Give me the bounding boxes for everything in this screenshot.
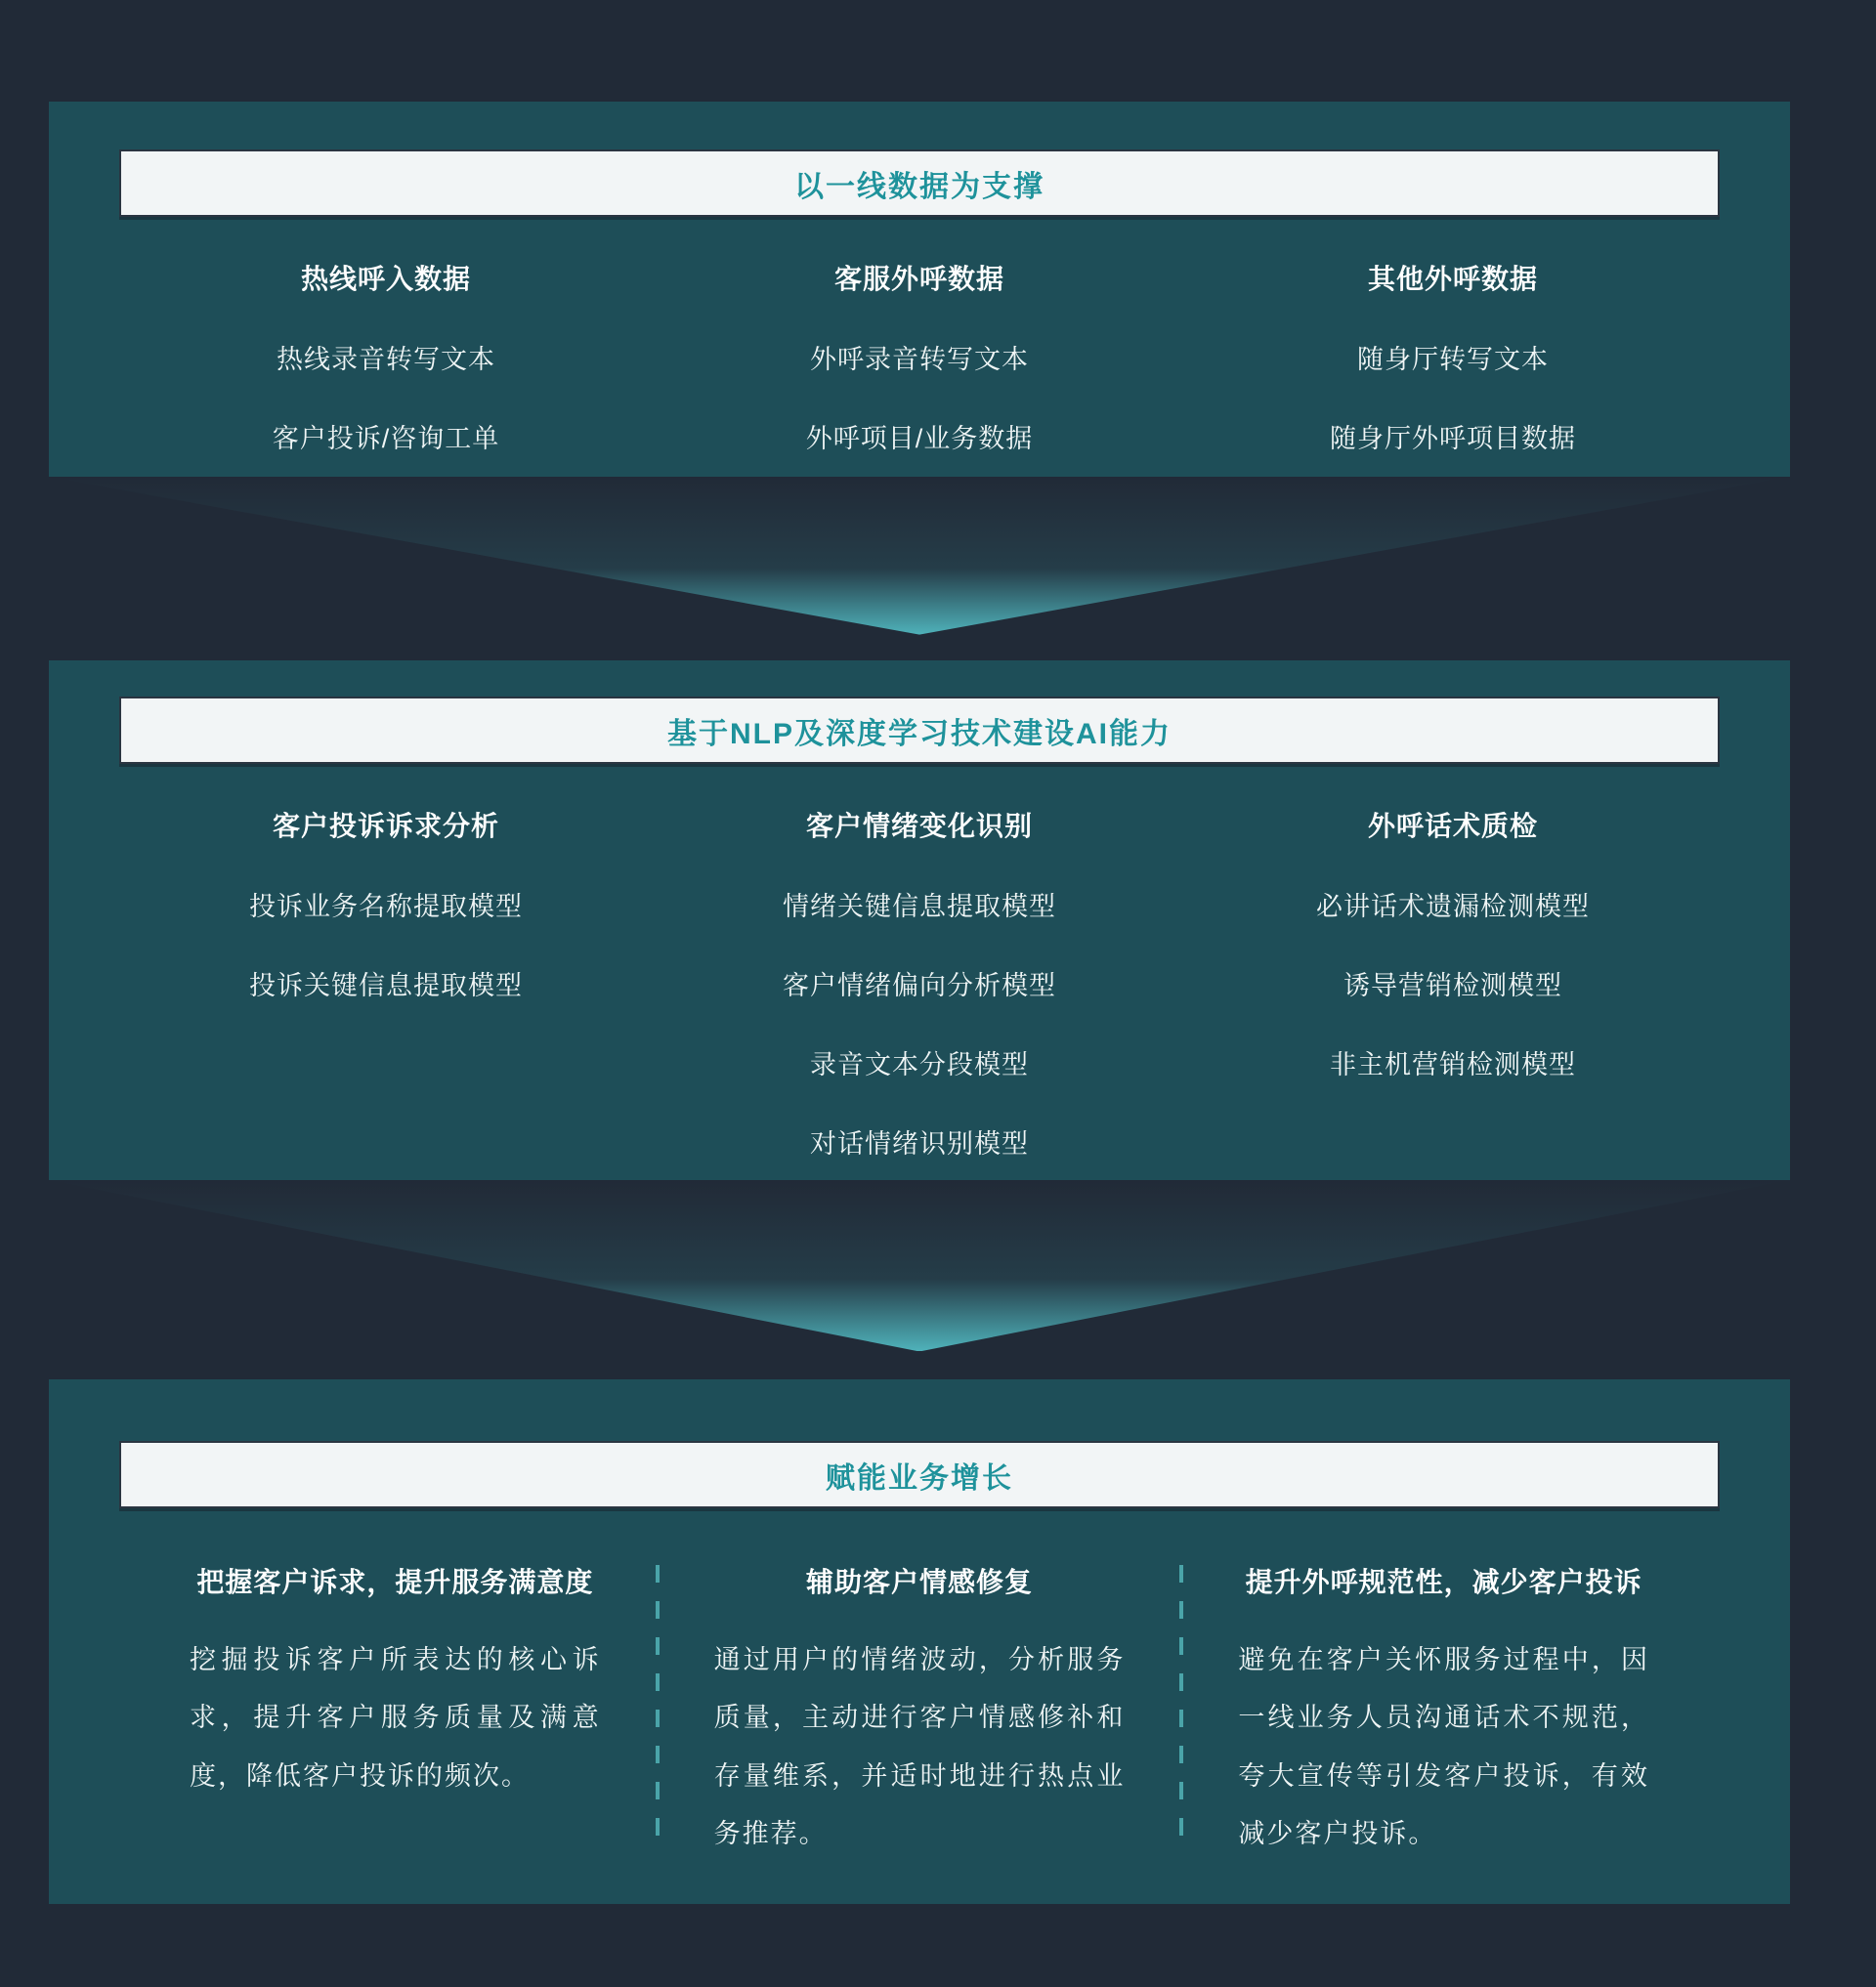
column-header: 其他外呼数据	[1367, 264, 1538, 294]
column-grasp-demands	[135, 1561, 656, 1864]
column-service-outbound	[653, 258, 1186, 455]
column-outbound-compliance	[1183, 1561, 1704, 1864]
section-title-bar	[119, 697, 1720, 764]
section-title-bar	[119, 1441, 1720, 1508]
column-emotion-repair	[660, 1561, 1180, 1864]
section-title-bar	[119, 149, 1720, 217]
column-header: 外呼话术质检	[1367, 811, 1538, 841]
chevron-down-icon	[49, 1180, 1790, 1351]
column-header: 客户情绪变化识别	[805, 811, 1033, 841]
list-item: 投诉业务名称提取模型	[249, 892, 523, 921]
data-columns	[119, 217, 1720, 455]
column-header: 提升外呼规范性，减少客户投诉	[1245, 1567, 1642, 1597]
section-ai-capability	[49, 660, 1790, 1180]
column-header: 把握客户诉求，提升服务满意度	[196, 1567, 594, 1597]
list-item: 情绪关键信息提取模型	[783, 892, 1056, 921]
column-header: 客户投诉诉求分析	[272, 811, 499, 841]
section-frontline-data	[49, 102, 1790, 477]
growth-columns	[135, 1508, 1704, 1864]
list-item: 非主机营销检测模型	[1330, 1050, 1576, 1079]
column-script-qc	[1186, 805, 1720, 1161]
column-emotion-recognition	[653, 805, 1186, 1161]
list-item: 对话情绪识别模型	[810, 1129, 1029, 1159]
column-body-text: 挖掘投诉客户所表达的核心诉求，提升客户服务质量及满意度，降低客户投诉的频次。	[190, 1645, 601, 1791]
flow-arrow-down-2	[49, 1180, 1790, 1379]
list-item: 随身厅转写文本	[1357, 345, 1549, 374]
chevron-down-icon	[49, 477, 1790, 635]
list-item: 投诉关键信息提取模型	[249, 971, 523, 1000]
column-body-text: 通过用户的情绪波动，分析服务质量，主动进行客户情感修补和存量维系，并适时地进行热点业务推荐。	[713, 1645, 1126, 1849]
column-header: 辅助客户情感修复	[806, 1567, 1034, 1597]
list-item: 必讲话术遗漏检测模型	[1316, 892, 1590, 921]
column-hotline-inbound	[119, 258, 653, 455]
list-item: 客户情绪偏向分析模型	[783, 971, 1056, 1000]
section-title: 赋能业务增长	[826, 1461, 1013, 1495]
list-item: 外呼录音转写文本	[810, 345, 1029, 374]
column-complaint-analysis	[119, 805, 653, 1161]
column-other-outbound	[1186, 258, 1720, 455]
list-item: 诱导营销检测模型	[1343, 971, 1562, 1000]
section-title: 基于NLP及深度学习技术建设AI能力	[667, 717, 1172, 750]
column-body-text: 避免在客户关怀服务过程中，因一线业务人员沟通话术不规范，夸大宣传等引发客户投诉，有效减少客户投诉。	[1238, 1645, 1650, 1849]
section-title: 以一线数据为支撑	[794, 170, 1045, 203]
column-header: 客服外呼数据	[833, 264, 1004, 294]
list-item: 客户投诉/咨询工单	[272, 424, 500, 453]
list-item: 外呼项目/业务数据	[805, 424, 1034, 453]
model-columns	[119, 764, 1720, 1161]
flow-arrow-down-1	[49, 477, 1790, 660]
list-item: 热线录音转写文本	[277, 345, 495, 374]
list-item: 录音文本分段模型	[810, 1050, 1029, 1079]
column-header: 热线呼入数据	[300, 264, 471, 294]
section-business-growth	[49, 1379, 1790, 1904]
list-item: 随身厅外呼项目数据	[1330, 424, 1576, 453]
